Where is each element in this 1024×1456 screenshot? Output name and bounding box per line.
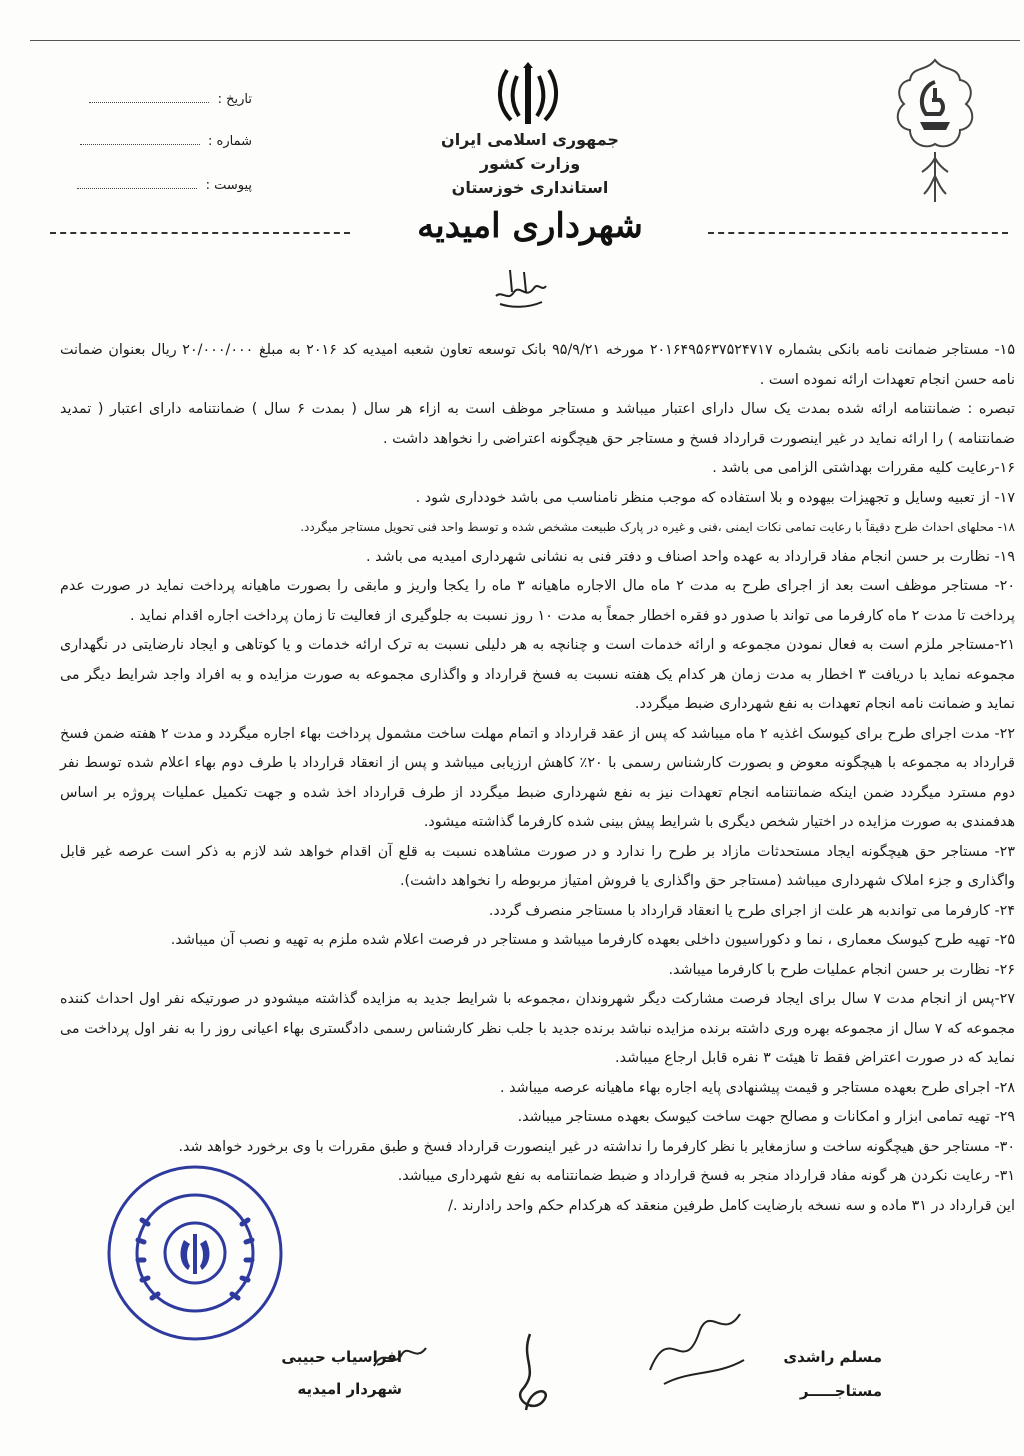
clause-26: ۲۶- نظارت بر حسن انجام عملیات طرح با کارفرما میباشد. <box>668 961 1015 978</box>
official-seal-stamp <box>102 1160 288 1346</box>
clause-31: ۳۱- رعایت نکردن هر گونه مفاد قرارداد منجر به فسخ قرارداد و ضبط ضمانتنامه به نفع شهرداری میباشد. <box>397 1168 1015 1184</box>
number-field <box>52 134 252 149</box>
letterhead <box>380 128 680 200</box>
iran-emblem-icon <box>493 62 563 128</box>
top-border-line <box>30 40 1020 41</box>
clause-17: ۱۷- از تعبیه وسایل و تجهیزات بیهوده و بلا استفاده که موجب منظر نامناسب می باشد خودداری شود . <box>415 489 1015 506</box>
clause-24: ۲۴- کارفرما می تواندبه هر علت از اجرای طرح یا انعقاد قرارداد با مستاجر منصرف گردد. <box>488 902 1015 919</box>
bismillah-calligraphy-icon <box>490 262 550 310</box>
title-divider-left <box>50 232 350 234</box>
number-dotted-line <box>80 134 200 145</box>
clause-29: ۲۹- تهیه تمامی ابزار و امکانات و مصالح جهت ساخت کیوسک بعهده مستاجر میباشد. <box>517 1109 1015 1125</box>
clause-25: ۲۵- تهیه طرح کیوسک معماری ، نما و دکوراسیون داخلی بعهده کارفرما میباشد و مستاجر در فرصت اعلام شده ملزم به تهیه و نصب آن میباشد. <box>170 932 1015 948</box>
municipality-logo-icon <box>882 52 988 208</box>
number-label: شماره : <box>208 134 252 149</box>
clause-28: ۲۸- اجرای طرح بعهده مستاجر و قیمت پیشنهادی پایه اجاره بهاء ماهیانه عرصه میباشد . <box>500 1079 1015 1096</box>
tenant-name: مسلم راشدی <box>783 1348 882 1366</box>
clause-21: ۲۱-مستاجر ملزم است به فعال نمودن مجموعه و ارائه خدمات است و چنانچه به هر دلیلی نسبت به ترک ارائه خدمات و یا کوتاهی و ایجاد نارضایتی در نگهداری مجموعه نماید با دریافت ۳ اخطار به مدت زمان هر کدام یک هفته نسبت به فسخ قرارداد و واگذاری مجموعه به صورت مزایده و به افراد واجد شرایط دیگر می نماید و ضمانت نامه انجام تعهدات به نفع شهرداری ضبط میگردد. <box>60 637 1015 712</box>
closing-statement: این قرارداد در ۳۱ ماده و سه نسخه بارضایت کامل طرفین منعقد که هرکدام حکم واحد رادارند ./ <box>448 1197 1015 1214</box>
clause-16: ۱۶-رعایت کلیه مقررات بهداشتی الزامی می باشد . <box>712 460 1015 476</box>
clause-22: ۲۲- مدت اجرای طرح برای کیوسک اغذیه ۲ ماه میباشد که پس از عقد قرارداد و اتمام مهلت ساخت مشمول پرداخت بهاء اجاره میگردد و مدت ۲ هفته ضمن فسخ قرارداد به مجموعه با هیچگونه معوض و بصورت کارشناس رسمی با ۲۰٪ کاهش ارزیابی میباشد و پس از انعقاد قرارداد با طرف دوم بهاء اعلام شده توسط نفر دوم مسترد میگردد ضمن اینکه ضمانتنامه انجام تعهدات نیز به نفع شهرداری ضبط میگردد از طرف قرارداد اخذ شده و جهت تکمیل عملیات پروژه بر اساس هدفمندی به صورت مزایده در اختیار شخص دیگری با شرایط پیش بینی شده کارفرما گذاشته میشود. <box>60 725 1016 830</box>
contract-clauses <box>60 336 1015 1221</box>
province-name: استانداری خوزستان <box>451 178 609 197</box>
attachment-label: پیوست : <box>205 178 252 193</box>
mayor-name: افراسیاب حبیبی <box>281 1348 402 1366</box>
clause-27: ۲۷-پس از انجام مدت ۷ سال برای ایجاد فرصت مشارکت دیگر شهروندان ،مجموعه با شرایط جدید به مزایده گذاشته میشودو در صورتیکه نفر اول احداث کننده مجموعه که ۷ سال از مجموعه بهره وری داشته برنده مزایده نباشد برنده جدید با جلب نظر کارشناس رسمی دادگستری بهاء اعیانی روز را به نفر اول پرداخت می نماید که در صورت اعتراض فقط تا هیئت ۳ نفره قابل ارجاع میباشد. <box>60 991 1015 1066</box>
clause-20: ۲۰- مستاجر موظف است بعد از اجرای طرح به مدت ۲ ماه مال الاجاره ماهیانه ۳ ماه را یکجا واریز و مابقی را بصورت ماهیانه پرداخت نماید در صورت عدم پرداخت تا مدت ۲ ماه کارفرما می تواند با صدور دو فقره اخطار جمعاً به مدت ۱۰ روز نسبت به جلوگیری از فعالیت تا زمان پرداخت اجاره اقدام نماید . <box>60 578 1015 624</box>
ministry-name: وزارت کشور <box>479 154 581 173</box>
clause-19: ۱۹- نظارت بر حسن انجام مفاد قرارداد به عهده واحد اصناف و دفتر فنی به نشانی شهرداری امیدیه می باشد . <box>366 548 1015 565</box>
mayor-title: شهردار امیدیه <box>297 1380 402 1398</box>
attachment-field <box>52 178 252 193</box>
tenant-signature <box>640 1300 750 1390</box>
attachment-dotted-line <box>77 178 197 189</box>
clause-23: ۲۳- مستاجر حق هیچگونه ایجاد مستحدثات مازاد بر طرح را ندارد و در صورت مشاهده نسبت به قلع آن اقدام خواهد شد لازم به ذکر است عرصه غیر قابل واگذاری و جزء املاک شهرداری میباشد (مستاجر حق واگذاری یا فروش امتیاز مربوطه را نخواهد داشت). <box>60 843 1015 889</box>
clause-30: ۳۰- مستاجر حق هیچگونه ساخت و سازمغایر با نظر کارفرما را نداشته در غیر اینصورت قرارداد فسخ و طبق مقررات با وی برخورد خواهد شد. <box>178 1138 1015 1155</box>
clause-15: ۱۵- مستاجر ضمانت نامه بانکی بشماره ۲۰۱۶۴۹۵۶۳۷۵۲۴۷۱۷ مورخه ۹۵/۹/۲۱ بانک توسعه تعاون شعبه امیدیه کد ۲۰۱۶ به مبلغ ۲۰/۰۰۰/۰۰۰ ریال بعنوان ضمانت نامه حسن انجام تعهدات ارائه نموده است . <box>60 342 1015 388</box>
tenant-title: مستاجـــــر <box>799 1382 882 1400</box>
date-field <box>52 92 252 107</box>
date-dotted-line <box>89 92 209 103</box>
clause-15-note: تبصره : ضمانتنامه ارائه شده بمدت یک سال دارای اعتبار میباشد و مستاجر موظف است به ازاء هر سال ( بمدت ۶ سال ) ضمانتنامه دارای اعتبار ( تمدید ضمانتنامه ) را ارائه نماید در غیر اینصورت قرارداد فسخ و مستاجر حق هیچگونه اعتراضی را نخواهد داشت . <box>60 401 1015 447</box>
witness-signature <box>500 1330 560 1420</box>
country-name: جمهوری اسلامی ایران <box>441 130 619 149</box>
mayor-signature <box>370 1336 430 1376</box>
title-divider-right <box>708 232 1008 234</box>
date-label: تاریخ : <box>217 92 252 107</box>
clause-18: ۱۸- محلهای احداث طرح دقیقاً با رعایت تمامی نکات ایمنی ،فنی و غیره در پارک طبیعت مشخص شده و توسط واحد فنی تحویل مستاجر میگردد. <box>300 520 1015 534</box>
municipality-title: شهرداری امیدیه <box>417 206 643 246</box>
